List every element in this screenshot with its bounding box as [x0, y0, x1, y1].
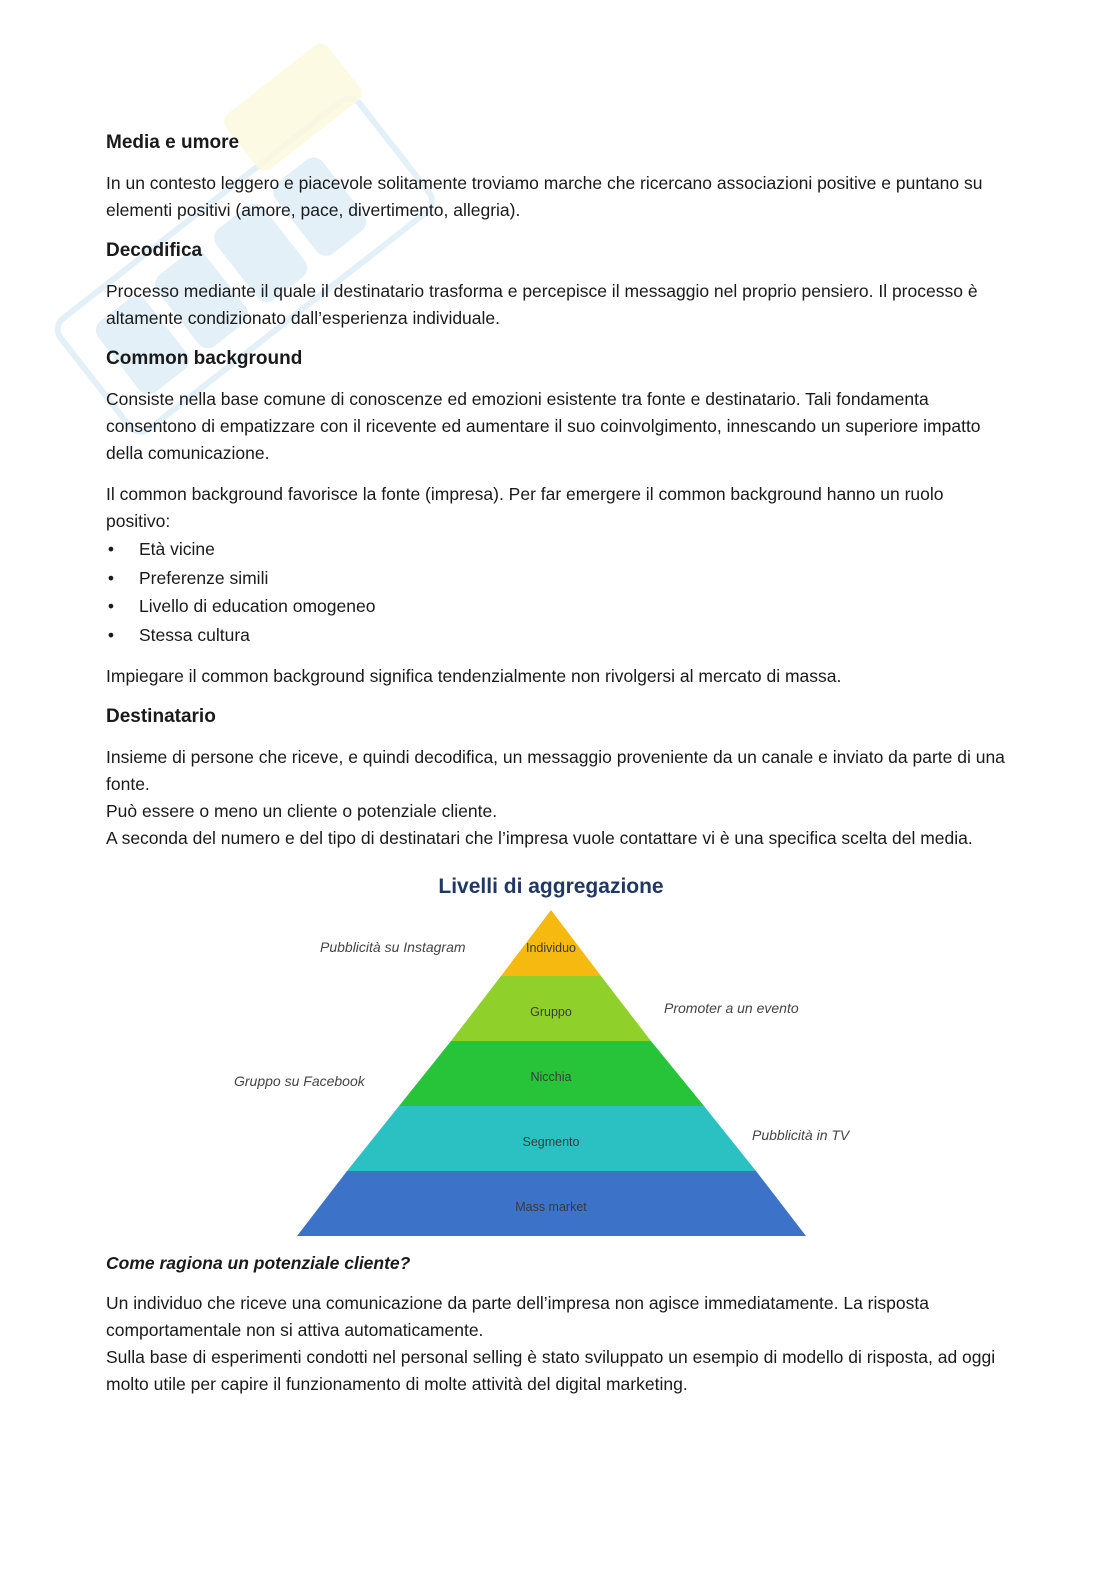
heading-destinatario: Destinatario [106, 706, 216, 727]
paragraph-common-background-1: Consiste nella base comune di conoscenze ed emozioni esistente tra fonte e destinatario. Tali fondamenta consentono di empatizzare con il ricevente ed aumentare il suo coinvolgimento, innescando un superiore impatto della comunicazione. [106, 389, 981, 463]
example-label-individuo: Pubblicità su Instagram [320, 939, 466, 955]
level-label-mass-market: Mass market [515, 1200, 587, 1214]
level-label-nicchia: Nicchia [530, 1070, 572, 1084]
aggregation-pyramid-figure [106, 864, 1006, 1240]
paragraph-destinatario-1: Insieme di persone che riceve, e quindi decodifica, un messaggio proveniente da un canale e inviato da parte di una fonte. [106, 747, 1005, 794]
paragraph-common-background-3: Impiegare il common background significa tendenzialmente non rivolgersi al mercato di massa. [106, 666, 842, 686]
bullet-symbol: • [107, 624, 115, 645]
bullet-list [106, 535, 1006, 649]
paragraph-destinatario-2: Può essere o meno un cliente o potenziale cliente. [106, 801, 498, 821]
bullet-symbol: • [107, 567, 115, 588]
heading-decodifica: Decodifica [106, 240, 203, 261]
list-item: • Livello di education omogeneo [106, 592, 1006, 621]
example-label-segmento: Pubblicità in TV [752, 1127, 850, 1143]
level-label-segmento: Segmento [522, 1135, 580, 1149]
heading-common-background: Common background [106, 348, 303, 369]
bullet-symbol: • [107, 596, 115, 616]
example-label-gruppo: Promoter a un evento [664, 1000, 799, 1016]
pyramid-diagram [106, 864, 1006, 1240]
level-label-gruppo: Gruppo [530, 1005, 572, 1019]
heading-media-umore: Media e umore [106, 132, 240, 153]
paragraph-destinatario-3: A seconda del numero e del tipo di destinatari che l’impresa vuole contattare vi è una specifica scelta del media. [106, 828, 973, 848]
example-label-nicchia: Gruppo su Facebook [234, 1073, 365, 1089]
paragraph-cliente-2: Sulla base di esperimenti condotti nel personal selling è stato sviluppato un esempio di modello di risposta, ad oggi molto utile per capire il funzionamento di molte attività del digital marketing. [106, 1347, 996, 1394]
paragraph-cliente-1: Un individuo che riceve una comunicazione da parte dell’impresa non agisce immediatamente. La risposta comportamentale non si attiva automaticamente. [106, 1293, 929, 1340]
bullet-symbol: • [107, 539, 115, 559]
heading-potenziale-cliente: Come ragiona un potenziale cliente? [106, 1253, 411, 1273]
paragraph-common-background-2: Il common background favorisce la fonte (impresa). Per far emergere il common background hanno un ruolo positivo: [106, 484, 944, 531]
paragraph-media-umore: In un contesto leggero e piacevole solitamente troviamo marche che ricercano associazioni positive e puntano su elementi positivi (amore, pace, divertimento, allegria). [106, 173, 983, 220]
figure-title: Livelli di aggregazione [438, 875, 664, 898]
list-item: • Preferenze simili [106, 564, 1006, 593]
document-page [106, 128, 1006, 1398]
list-item: • Stessa cultura [106, 621, 1006, 650]
paragraph-decodifica: Processo mediante il quale il destinatario trasforma e percepisce il messaggio nel proprio pensiero. Il processo è altamente condizionato dall’esperienza individuale. [106, 281, 978, 328]
level-label-individuo: Individuo [525, 941, 577, 955]
list-item: • Età vicine [106, 535, 1006, 564]
